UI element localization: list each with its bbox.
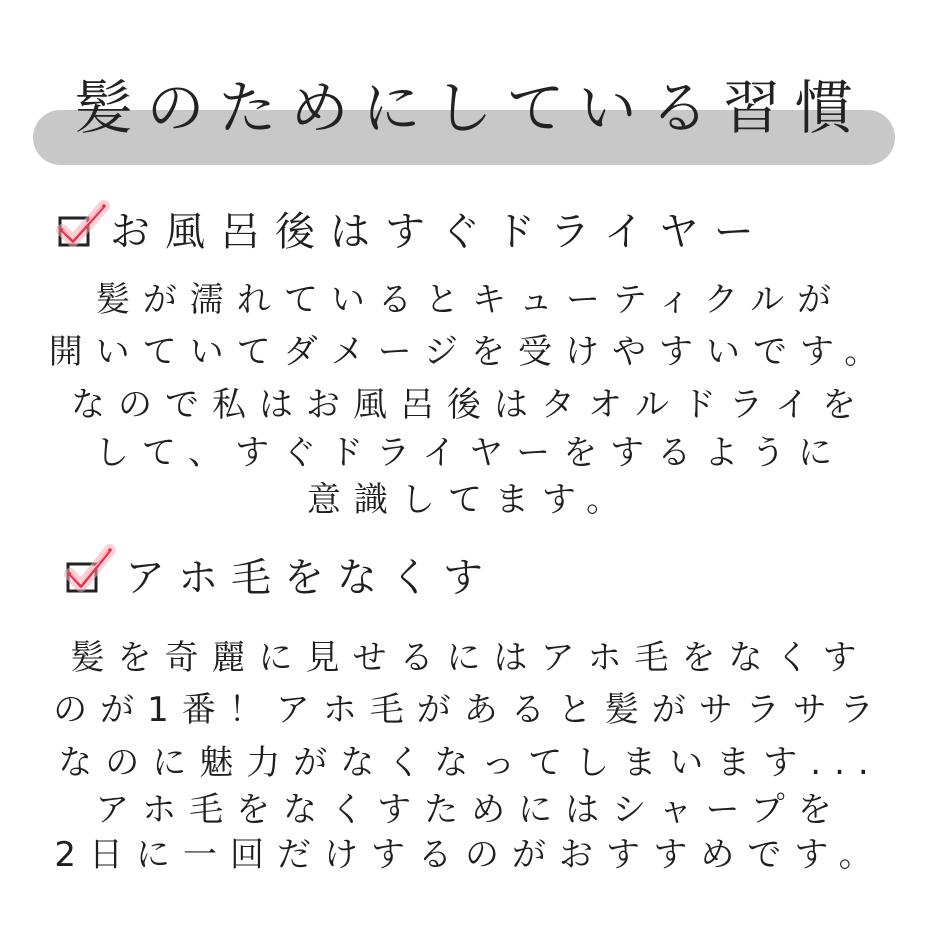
section-body-line: 髪が濡れているとキューティクルが	[95, 280, 845, 320]
section-heading: アホ毛をなくす	[125, 555, 496, 601]
checkbox-checked-icon	[56, 538, 126, 608]
section-body-line: アホ毛をなくすためにはシャープを	[95, 790, 845, 830]
section-body-line: なのに魅力がなくなってしまいます...	[58, 743, 882, 783]
section-body-line: なので私はお風呂後はタオルドライを	[71, 385, 869, 425]
section-body-line: 2日に一回だけするのがおすすめです。	[54, 835, 886, 875]
section-body-line: 開いていてダメージを受けやすいです。	[48, 332, 892, 372]
checkbox-svg	[48, 192, 118, 262]
section-heading: お風呂後はすぐドライヤー	[110, 209, 769, 255]
section-body-line: 髪を奇麗に見せるにはアホ毛をなくす	[70, 638, 870, 678]
checkbox-checked-icon	[48, 192, 118, 262]
section-body-line: して、すぐドライヤーをするように	[94, 433, 846, 473]
section-body-line: のが1番！アホ毛があると髪がサラサラ	[53, 690, 887, 730]
checkbox-svg	[56, 538, 126, 608]
section-body-line: 意識してます。	[306, 480, 634, 520]
page-title: 髪のためにしている習慣	[74, 74, 867, 142]
